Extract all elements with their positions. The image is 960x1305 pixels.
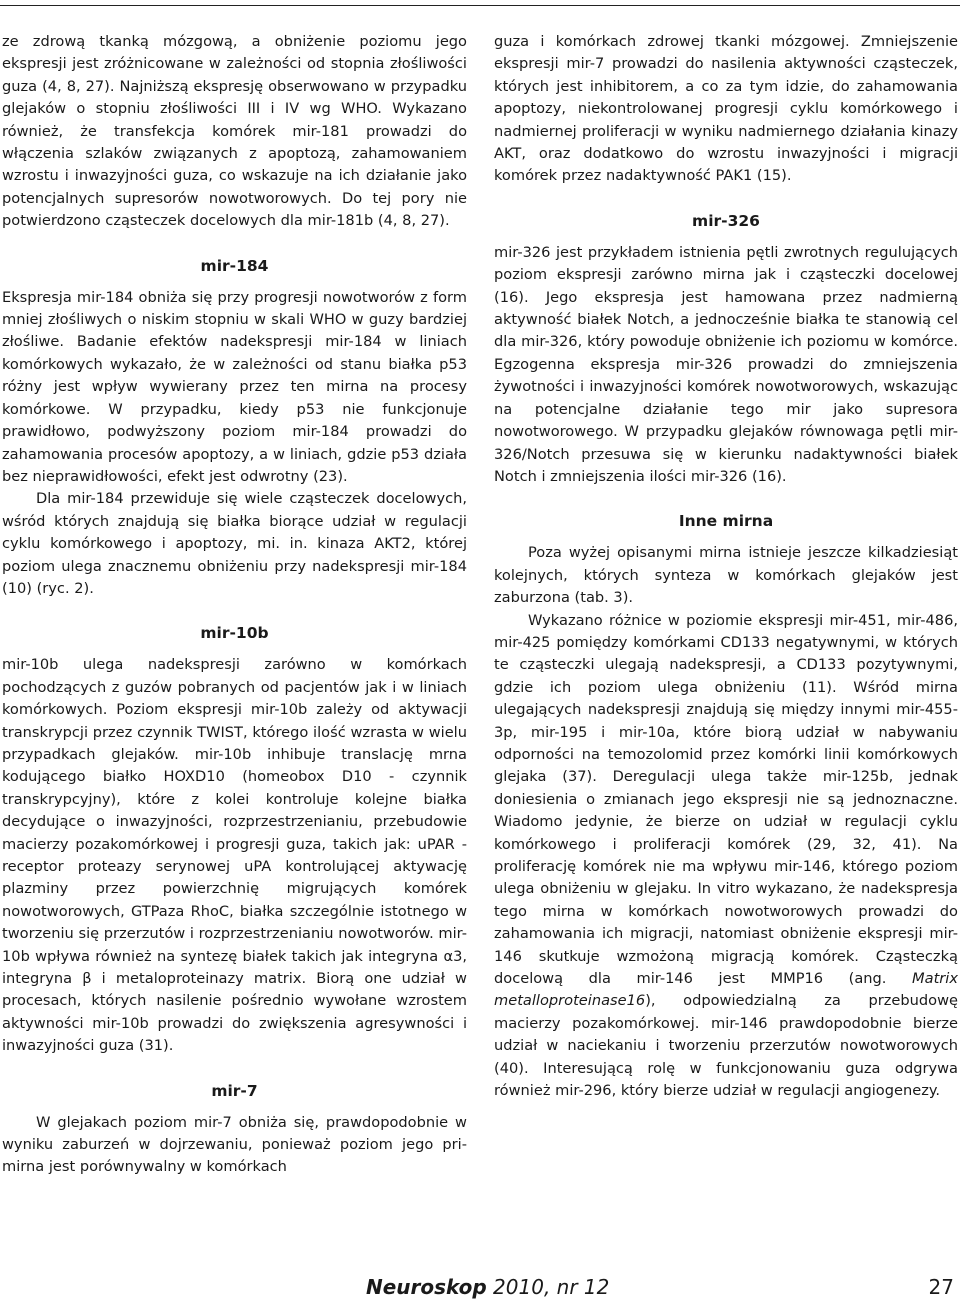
page-number: 27 [928, 1275, 954, 1299]
paragraph: ze zdrową tkanką mózgową, a obniżenie poziomu jego ekspresji jest zróżnicowane w zależności od stopnia złośliwości guza (4, 8, 27). Najniższą ekspresję obserwowano w przypadku glejaków o stopniu złośliwości III i IV wg WHO. Wykazano również, że transfekcja komórek mir-181 prowadzi do włączenia szlaków związanych z apoptozą, zahamowaniem wzrostu i inwazyjności guza, co wskazuje na ich działanie jako potencjalnych supresorów nowotworowych. Do tej pory nie potwierdzono cząsteczek docelowych dla mir-181b (4, 8, 27). [2, 33, 467, 230]
paragraph [494, 610, 958, 1103]
paragraph-text: ), odpowiedzialną za przebudowę macierzy pozakomórkowej. mir-146 prawdopodobnie bierze udział w naciekaniu i tworzeniu przerzutów nowotworowych (40). Interesującą rolę w funkcjonowaniu guza odgrywa również mir-296, który bierze udział w regulacji angiogenezy. [494, 992, 958, 1100]
left-column [2, 31, 467, 1179]
header-rule [0, 5, 960, 6]
paragraph: W glejakach poziom mir-7 obniża się, prawdopodobnie w wyniku zaburzeń w dojrzewaniu, ponieważ poziom jego pri-mirna jest porównywalny w komórkach [2, 1113, 467, 1176]
section-heading-mir-326: mir-326 [692, 211, 760, 230]
paragraph: mir-10b ulega nadekspresji zarówno w komórkach pochodzących z guzów pobranych od pacjentów jak i w liniach komórkowych. Poziom ekspresji mir-10b zależy od aktywacji transkrypcji przez czynnik TWIST, którego ilość wzrasta w wielu przypadkach glejaków. mir-10b inhibuje translację mrna kodującego białko HOXD10 (homeobox D10 - czynnik transkrypcyjny), które z kolei kontroluje kolejne białka decydujące o inwazyjności, rozprzestrzenianiu, przebudowie macierzy pozakomórkowej i progresji guza, takich jak: uPAR - receptor proteazy serynowej uPA kontrolującej aktywację plazminy przez powierzchnię migrujących komórek nowotworowych, GTPaza RhoC, białka szczególnie istotnego w tworzeniu się przerzutów i rozprzestrzenianiu nowotworów. mir-10b wpływa również na syntezę białek takich jak integryna α3, integryna β i metaloproteinazy matrix. Biorą one udział w procesach, których nasilenie pośrednio wywołane wzrostem aktywności mir-10b prowadzi do zwiększenia agresywności i inwazyjności guza (31). [2, 656, 467, 1055]
section-heading-inne-mirna: Inne mirna [678, 512, 774, 531]
section-heading-mir-7: mir-7 [211, 1081, 258, 1100]
page-footer [0, 1272, 960, 1302]
journal-title [366, 1272, 609, 1302]
paragraph: guza i komórkach zdrowej tkanki mózgowej. Zmniejszenie ekspresji mir-7 prowadzi do nasilenia aktywności cząsteczek, których jest inhibitorem, a co za tym idzie, do zahamowania apoptozy, niekontrolowanej progresji cyklu komórkowego i nadmiernej proliferacji w wyniku nadmiernego działania kinazy AKT, oraz dodatkowo do wzrostu inwazyjności i migracji komórek przez nadaktywność PAK1 (15). [494, 33, 958, 185]
paragraph: Poza wyżej opisanymi mirna istnieje jeszcze kilkadziesiąt kolejnych, których synteza w komórkach glejaków jest zaburzona (tab. 3). [494, 544, 958, 607]
journal-name: Neuroskop [366, 1275, 487, 1299]
paragraph-text: Wykazano różnice w poziomie ekspresji mir-451, mir-486, mir-425 pomiędzy komórkami CD133 negatywnymi, w których te cząsteczki ulegają nadekspresji, a CD133 pozytywnymi, gdzie ich poziom ulega obniżeniu (11). Wśród mirna ulegających nadekspresji znajdują się między innymi mir-455-3p, mir-195 i mir-10a, które biorą udział w nabywaniu odporności na temozolomid przez komórki linii komórkowych glejaka (37). Deregulacji ulega także mir-125b, jednak doniesienia o zmianach jego ekspresji nie są jednoznaczne. Wiadomo jedynie, że bierze on udział w regulacji cyklu komórkowego i proliferacji komórek (29, 32, 41). Na proliferację komórek nie ma wpływu mir-146, którego poziom ulega obniżeniu w glejaku. In vitro wykazano, że nadekspresja tego mirna w komórkach nowotworowych prowadzi do zahamowania ich migracji, natomiast obniżenie ekspresji mir-146 skutkuje wzmożoną migracją komórek. Cząsteczką docelową dla mir-146 jest MMP16 (ang. [494, 611, 958, 988]
right-column [494, 31, 958, 1102]
paragraph: Dla mir-184 przewiduje się wiele cząsteczek docelowych, wśród których znajdują się białka biorące udział w regulacji cyklu komórkowego i apoptozy, mi. in. kinaza AKT2, której poziom ulega znacznemu obniżeniu przy nadekspresji mir-184 (10) (ryc. 2). [2, 490, 467, 597]
paragraph: Ekspresja mir-184 obniża się przy progresji nowotworów z form mniej złośliwych o niskim stopniu w skali WHO w guzy bardziej złośliwe. Badanie efektów nadekspresji mir-184 w liniach komórkowych wykazało, że w zależności od stanu białka p53 różny jest wpływ wywierany przez ten mirna na procesy komórkowe. W przypadku, kiedy p53 nie funkcjonuje prawidłowo, podwyższony poziom mir-184 prowadzi do zahamowania procesów apoptozy, a w liniach, gdzie p53 działa bez nieprawidłowości, efekt jest odwrotny (23). [2, 288, 467, 485]
journal-issue: 2010, nr 12 [486, 1275, 610, 1299]
section-heading-mir-184: mir-184 [200, 256, 269, 275]
paragraph: mir-326 jest przykładem istnienia pętli zwrotnych regulujących poziom ekspresji zarówno mirna jak i cząsteczki docelowej (16). Jego ekspresja jest hamowana przez nadmierną aktywność białek Notch, a jednocześnie białka te stanowią cel dla mir-326, który powoduje obniżenie ich poziomu w komórce. Egzogenna ekspresja mir-326 prowadzi do zmniejszenia żywotności i inwazyjności komórek nowotworowych, wskazując na potencjalne działanie tego mir jako supresora nowotworowego. W przypadku glejaków równowaga pętli mir-326/Notch przesuwa się w kierunku nadaktywności białek Notch i zmniejszenia ilości mir-326 (16). [494, 243, 958, 485]
term-italic: Matrix metalloproteinase16 [494, 970, 958, 1010]
section-heading-mir-10b: mir-10b [200, 624, 269, 643]
